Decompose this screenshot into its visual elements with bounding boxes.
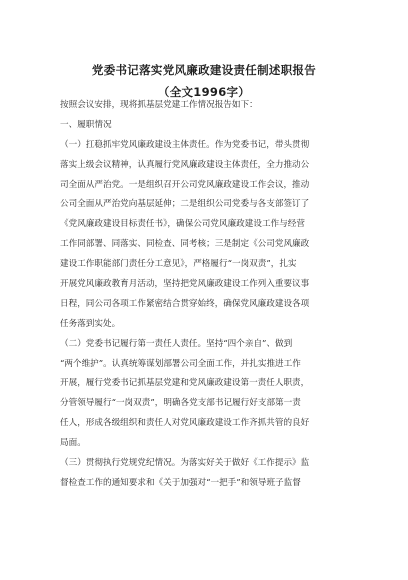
- body-line: “两个维护”。认真统筹谋划部署公司全面工作，并扎实推进工作: [60, 358, 301, 369]
- body-line: 任务落到实处。: [60, 318, 121, 329]
- body-line: 任人，形成各级组织和责任人对党风廉政建设工作齐抓共管的良好: [60, 418, 310, 429]
- body-line: 督检查工作的通知要求和《关于加强对“一把手”和领导班子监督: [60, 477, 301, 488]
- document-subtitle: （全文1996字）: [157, 85, 251, 99]
- body-line: 司全面从严治党。一是组织召开公司党风廉政建设工作会议，推动: [60, 179, 310, 190]
- document-title: 党委书记落实党风廉政建设责任制述职报告: [91, 63, 317, 77]
- body-line: 落实上级会议精神，认真履行党风廉政建设主体责任，全力推动公: [60, 159, 310, 170]
- body-line: （三）贯彻执行党规党纪情况。为落实好关于做好《工作提示》监: [60, 458, 310, 469]
- body-line: 公司全面从严治党向基层延伸；二是组织公司党委与各支部签订了: [60, 199, 310, 210]
- section-heading: 一、履职情况: [60, 119, 112, 130]
- body-line: 按照会议安排，现将抓基层党建工作情况报告如下：: [60, 100, 258, 110]
- body-line: 日程，同公司各项工作紧密结合贯穿始终，确保党风廉政建设各项: [60, 298, 310, 309]
- body-line: （一）扛稳抓牢党风廉政建设主体责任。作为党委书记，带头贯彻: [60, 139, 310, 150]
- document-body: [60, 96, 354, 494]
- body-line: 分管领导履行“一岗双责”，明确各党支部书记履行好支部第一责: [60, 398, 301, 409]
- body-line: （二）党委书记履行第一责任人责任。坚持“四个亲自”、做到: [60, 338, 293, 349]
- body-line: 建设工作职能部门责任分工意见》，严格履行“一岗双责”，扎实: [60, 259, 297, 270]
- body-line: 《党风廉政建设目标责任书》，确保公司党风廉政建设工作与经营: [60, 219, 305, 230]
- body-line: 开展，履行党委书记抓基层党建和党风廉政建设第一责任人职责，: [60, 378, 310, 389]
- body-line: 工作同部署、同落实、同检查、同考核；三是制定《公司党风廉政: [60, 239, 310, 250]
- body-line: 开展党风廉政教育月活动，坚持把党风廉政建设工作列入重要议事: [60, 279, 310, 290]
- body-line: 局面。: [60, 438, 86, 449]
